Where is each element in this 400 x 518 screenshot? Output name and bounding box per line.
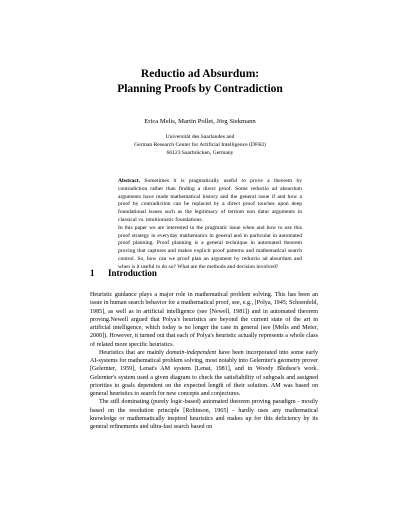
body-paragraph-1: Heuristic guidance plays a major role in mathematical problem solving. This has been an issue in human search behavior for a mathematical proof, see, e.g., [Polya, 1945; Schoenfeld, 1985], as well as in artificial intelligence (see [Newell, 1981]) and in automated theorem proving.Newell argued that Polya's heuristics are beyond the current state of the art in artificial intelligence, which today is no longer the case in general (see [Melis and Meier, 2000]). However, it turned out that each of Polya's heuristic actually represents a whole class of related more specific heuristics. [90, 292, 318, 348]
author-list: Erica Melis, Martin Pollet, Jörg Siekmann [144, 118, 256, 125]
body-paragraph-2-start: Heuristics that are mainly [99, 349, 167, 356]
body-paragraph-2-rest: have been incorporated into some early AI-systems for mathematical problem solving, most notably into Gelernter's geometry prover [Gelernter, 1959], Lenat's AM system [Lenat, 1981], and in Woody Bledsoe's work. Gelernter's system used a given diagram to check the satisfiability of subgoals and assigned priorities to goals dependent on the expected length of their solution. AM was based on general heuristics to search for new concepts and conjectures. [90, 349, 318, 397]
affiliation [0, 134, 400, 157]
abstract-paragraph-2: In this paper we are interested in the pragmatic issue when and how to use this proof strategy in everyday mathematics in general and in particular in automated proof planning. Proof planning is a general technique in automated theorem proving that captures and makes explicit proof patterns and mathematical search control. So, how can we proof plan an argument by reductio ad absurdum and when is it useful to do so? What are the methods and decision involved? [118, 224, 302, 270]
affiliation-line-2: German Research Center for Artificial Intelligence (DFKI) [134, 141, 266, 148]
section-title: Introduction [108, 268, 157, 278]
affiliation-line-1: Universität des Saarlandes and [165, 134, 235, 140]
body-paragraph-3: The still dominating (purely logic-based) automated theorem proving paradigm - mostly based on the resolution principle [Robinson, 1965] - hardly uses any mathematical knowledge or mathematically inspired heuristics and makes up for this deficiency by its general refinements and ultra-fast search based on [90, 399, 318, 430]
abstract-paragraph-1 [118, 178, 302, 225]
paper-title [0, 67, 400, 96]
abstract [118, 178, 302, 272]
abstract-text-1: Sometimes it is pragmatically useful to prove a theorem by contradiction rather than finding a direct proof. Some reductio ad absurdum arguments have made mathematical history and the general issue if and how a proof by contradiction can be replaced by a direct proof touches upon deep foundational issues such as the legitimacy of tertium non datur arguments in classical vs. intuitionistic foundations. [118, 178, 303, 223]
title-line-1: Reductio ad Absurdum: [140, 68, 260, 80]
emphasis-domain-independent: domain-independent [166, 349, 217, 356]
title-line-2: Planning Proofs by Contradiction [117, 82, 283, 95]
abstract-label: Abstract. [118, 178, 141, 184]
body-paragraph-2 [90, 349, 318, 399]
body-text [90, 291, 318, 431]
section-number: 1 [90, 268, 95, 278]
section-heading [90, 268, 157, 279]
affiliation-line-3: 66123 Saarbrücken, Germany [166, 149, 234, 156]
